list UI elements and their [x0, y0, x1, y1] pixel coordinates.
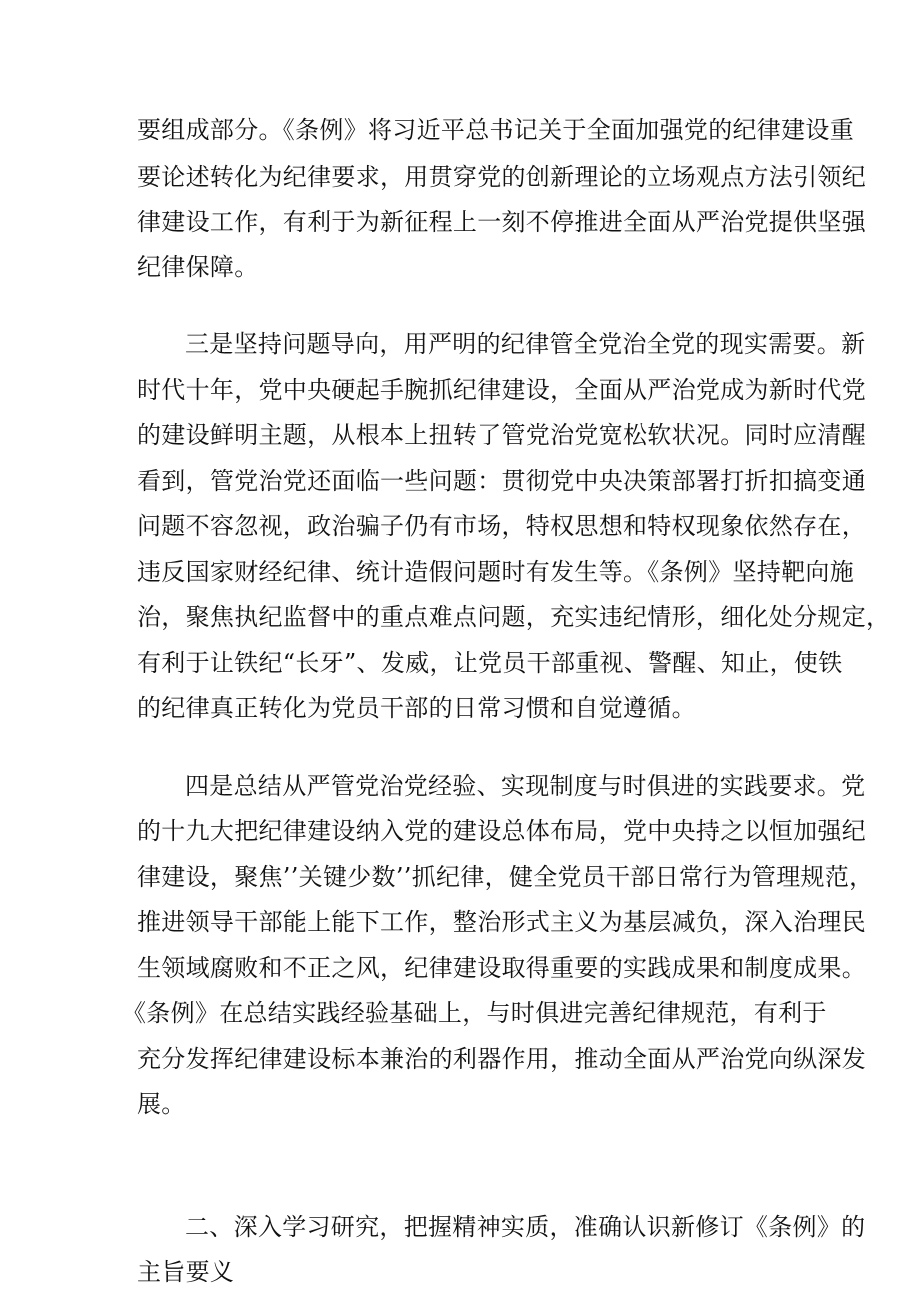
- text-line: 纪律保障。: [137, 253, 259, 281]
- text-line: 二、深入学习研究，把握精神实质，准确认识新修订《条例》的: [185, 1213, 866, 1241]
- text-line: 的建设鲜明主题，从根本上扭转了管党治党宽松软状况。同时应清醒: [137, 421, 866, 449]
- text-line: 推进领导干部能上能下工作，整治形式主义为基层减负，深入治理民: [137, 908, 866, 936]
- text-line: 的十九大把纪律建设纳入党的建设总体布局，党中央持之以恒加强纪: [137, 817, 866, 845]
- text-line: 四是总结从严管党治党经验、实现制度与时俱进的实践要求。党: [185, 772, 866, 800]
- text-line: 《条例》在总结实践经验基础上，与时俱进完善纪律规范，有利于: [122, 999, 827, 1027]
- text-line: 要组成部分。《条例》将习近平总书记关于全面加强党的纪律建设重: [137, 116, 854, 144]
- text-line: 的纪律真正转化为党员干部的日常习惯和自觉遵循。: [137, 694, 696, 722]
- text-line: 要论述转化为纪律要求，用贯穿党的创新理论的立场观点方法引领纪: [137, 163, 866, 191]
- text-line: 充分发挥纪律建设标本兼治的利器作用，推动全面从严治党向纵深发: [137, 1045, 866, 1073]
- text-line: 有利于让铁纪“长牙”、发威，让党员干部重视、警醒、知止，使铁: [137, 649, 843, 677]
- text-line: 问题不容忽视，政治骗子仍有市场，特权思想和特权现象依然存在，: [137, 512, 866, 540]
- text-line: 律建设工作，有利于为新征程上一刻不停推进全面从严治党提供坚强: [137, 208, 866, 236]
- text-line: 时代十年，党中央硬起手腕抓纪律建设，全面从严治党成为新时代党: [137, 376, 866, 404]
- text-line: 展。: [137, 1090, 186, 1118]
- text-line: 看到，管党治党还面临一些问题：贯彻党中央决策部署打折扣搞变通: [137, 467, 866, 495]
- text-line: 生领域腐败和不正之风，纪律建设取得重要的实践成果和制度成果。: [137, 954, 866, 982]
- text-line: 治，聚焦执纪监督中的重点难点问题，充实违纪情形，细化处分规定，: [137, 603, 891, 631]
- text-line: 违反国家财经纪律、统计造假问题时有发生等。《条例》坚持靶向施: [137, 558, 854, 586]
- text-line: 律建设，聚焦’’关键少数’’抓纪律，健全党员干部日常行为管理规范，: [137, 863, 874, 891]
- text-line: 三是坚持问题导向，用严明的纪律管全党治全党的现实需要。新: [185, 330, 866, 358]
- text-line: 主旨要义: [137, 1258, 235, 1286]
